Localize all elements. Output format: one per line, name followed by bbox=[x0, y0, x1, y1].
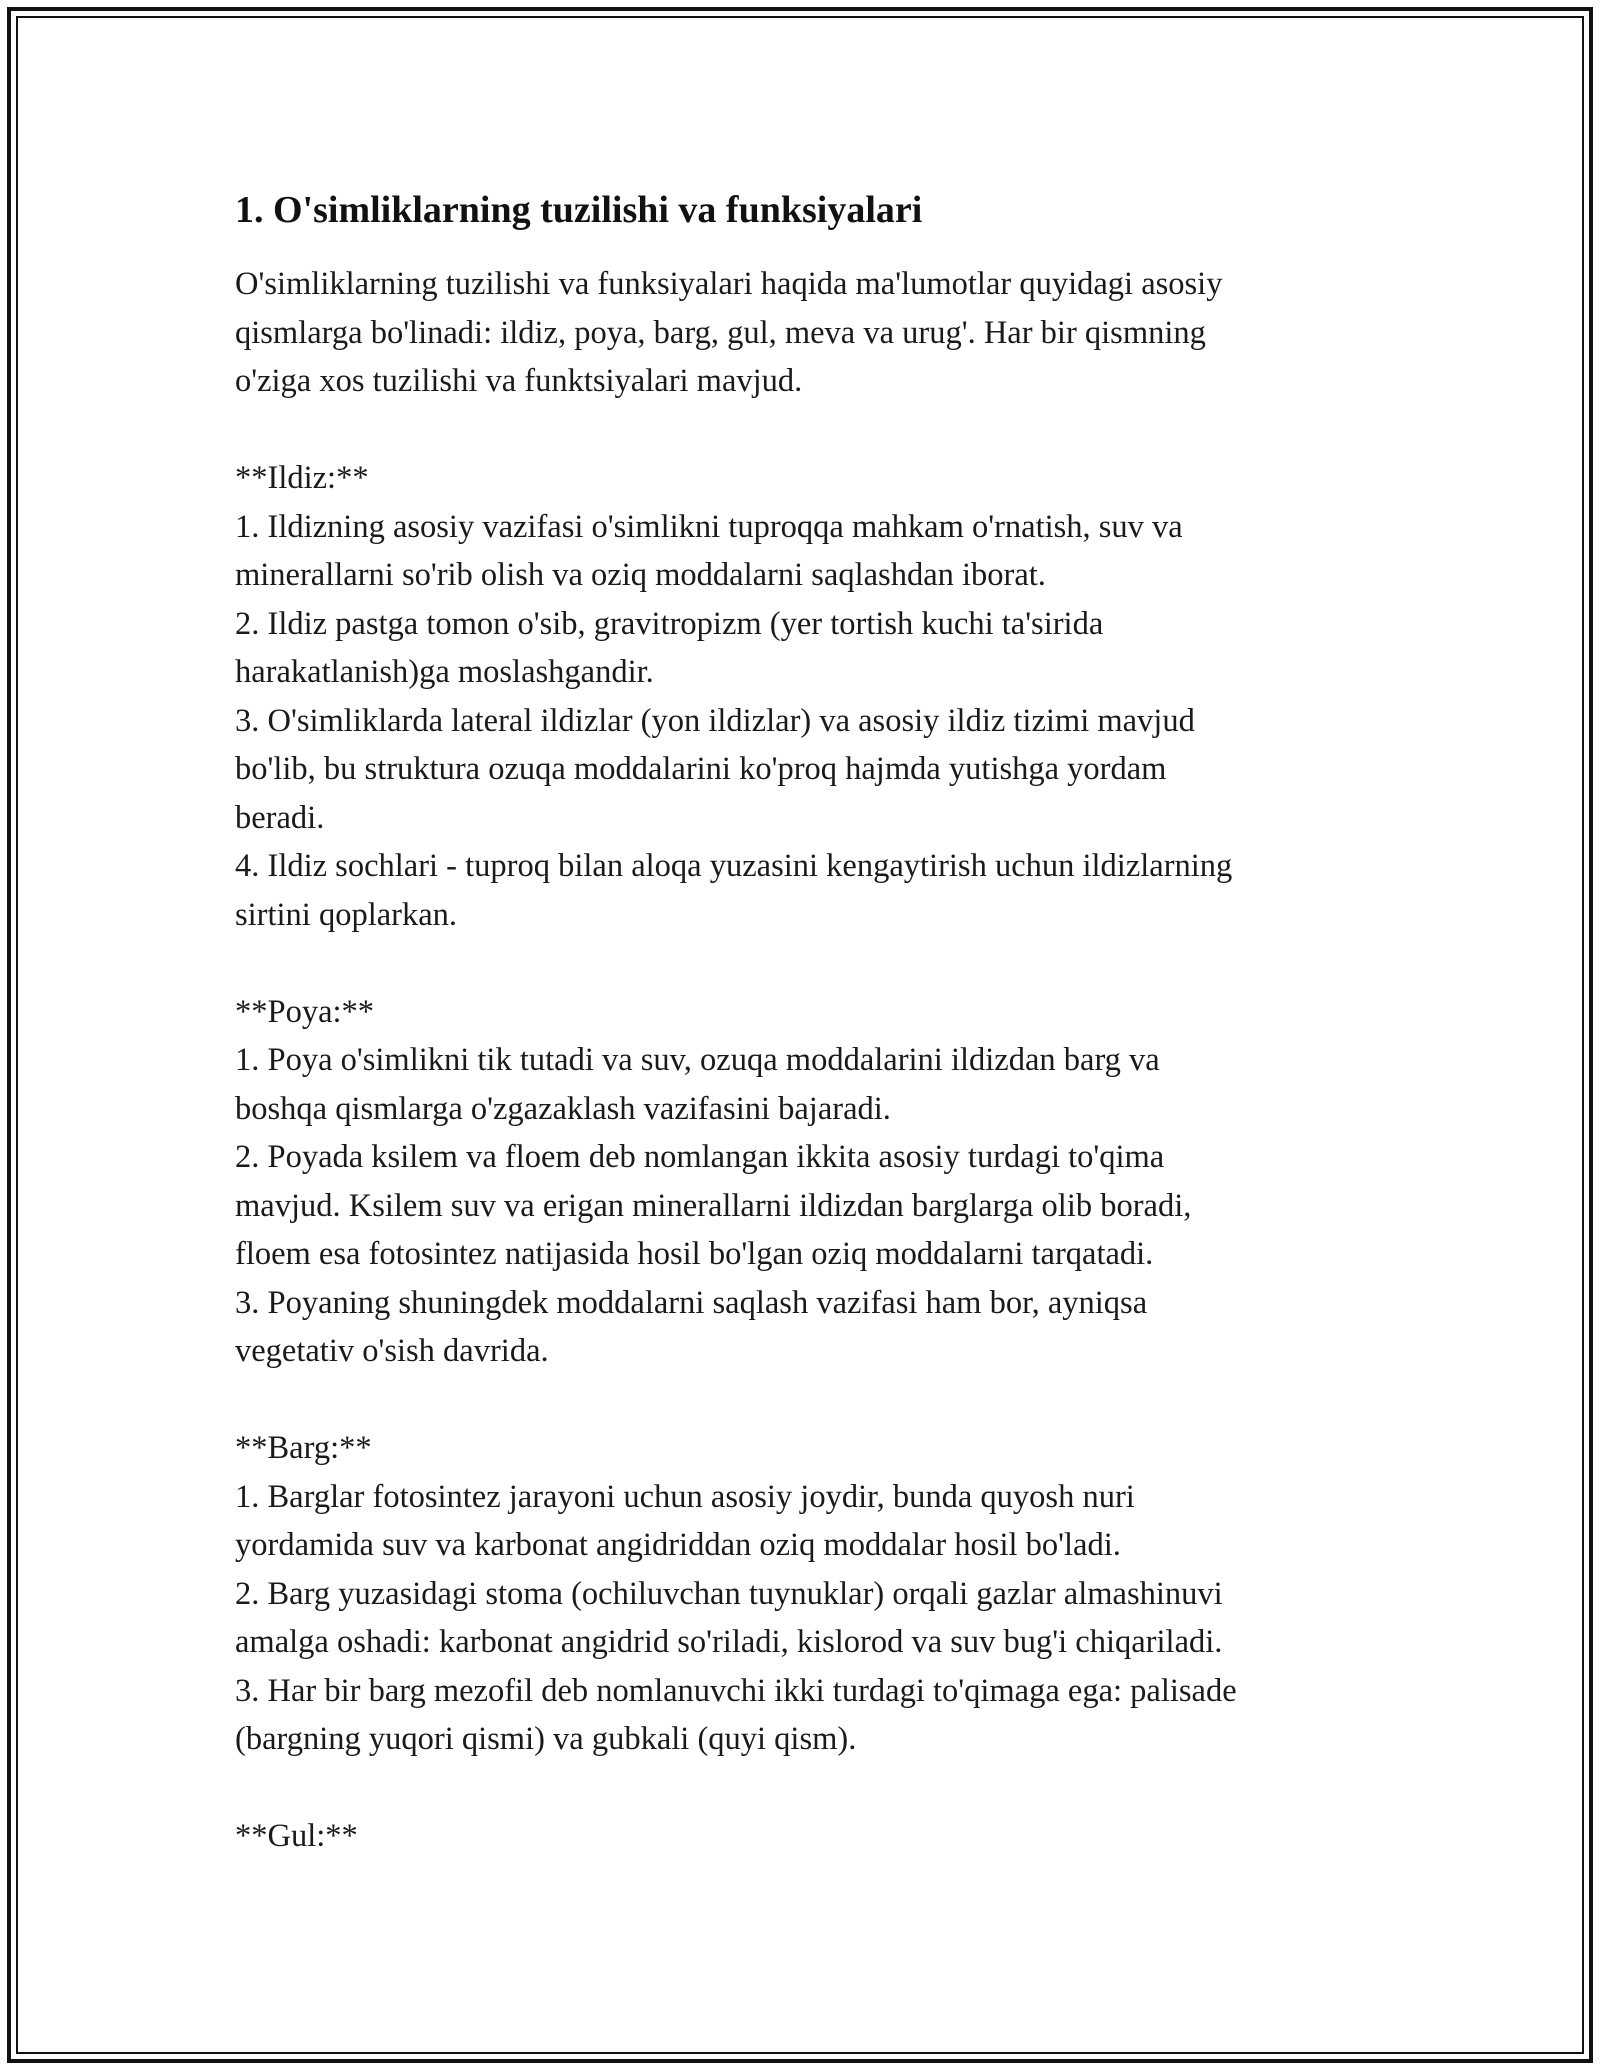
section-line: amalga oshadi: karbonat angidrid so'riladi, kislorod va suv bug'i chiqariladi. bbox=[235, 1624, 1223, 1660]
section-line: boshqa qismlarga o'zgazaklash vazifasini bajaradi. bbox=[235, 1090, 891, 1127]
section-header: **Ildiz:** bbox=[235, 460, 369, 496]
intro-paragraph bbox=[235, 260, 1375, 406]
section-line: 2. Barg yuzasidagi stoma (ochiluvchan tuynuklar) orqali gazlar almashinuvi bbox=[235, 1575, 1223, 1612]
section-line: 1. Poya o'simlikni tik tutadi va suv, ozuqa moddalarini ildizdan barg va bbox=[235, 1042, 1160, 1078]
paragraph-gap bbox=[235, 1376, 1375, 1425]
paragraph-gap bbox=[235, 939, 1375, 988]
section-header: **Gul:** bbox=[235, 1818, 358, 1854]
section-barg bbox=[235, 1424, 1375, 1764]
paragraph-gap bbox=[235, 406, 1375, 455]
section-line: 3. O'simliklarda lateral ildizlar (yon ildizlar) va asosiy ildiz tizimi mavjud bbox=[235, 702, 1195, 739]
section-line: sirtini qoplarkan. bbox=[235, 896, 458, 933]
section-header: **Poya:** bbox=[235, 993, 375, 1030]
section-line: 4. Ildiz sochlari - tuproq bilan aloqa yuzasini kengaytirish uchun ildizlarning bbox=[235, 848, 1233, 884]
section-line: bo'lib, bu struktura ozuqa moddalarini ko'proq hajmda yutishga yordam bbox=[235, 751, 1167, 787]
section-line: harakatlanish)ga moslashgandir. bbox=[235, 654, 654, 690]
section-line: 2. Poyada ksilem va floem deb nomlangan ikkita asosiy turdagi to'qima bbox=[235, 1139, 1165, 1175]
intro-line: o'ziga xos tuzilishi va funktsiyalari mavjud. bbox=[235, 363, 803, 399]
section-line: mavjud. Ksilem suv va erigan minerallarni ildizdan barglarga olib boradi, bbox=[235, 1187, 1192, 1224]
intro-line: qismlarga bo'linadi: ildiz, poya, barg, gul, meva va urug'. Har bir qismning bbox=[235, 314, 1206, 351]
section-poya bbox=[235, 988, 1375, 1376]
section-line: (bargning yuqori qismi) va gubkali (quyi qism). bbox=[235, 1721, 857, 1757]
intro-line: O'simliklarning tuzilishi va funksiyalari haqida ma'lumotlar quyidagi asosiy bbox=[235, 266, 1223, 302]
section-line: floem esa fotosintez natijasida hosil bo'lgan oziq moddalarni tarqatadi. bbox=[235, 1236, 1154, 1272]
section-header: **Barg:** bbox=[235, 1430, 372, 1466]
paragraph-gap bbox=[235, 1764, 1375, 1813]
section-line: 3. Har bir barg mezofil deb nomlanuvchi ikki turdagi to'qimaga ega: palisade bbox=[235, 1672, 1237, 1709]
section-line: beradi. bbox=[235, 799, 325, 836]
section-line: 3. Poyaning shuningdek moddalarni saqlash vazifasi ham bor, ayniqsa bbox=[235, 1284, 1148, 1321]
document-body bbox=[235, 186, 1375, 1861]
section-line: 1. Barglar fotosintez jarayoni uchun asosiy joydir, bunda quyosh nuri bbox=[235, 1478, 1135, 1515]
section-line: vegetativ o'sish davrida. bbox=[235, 1333, 549, 1369]
section-line: 2. Ildiz pastga tomon o'sib, gravitropizm (yer tortish kuchi ta'sirida bbox=[235, 605, 1104, 642]
section-line: minerallarni so'rib olish va oziq moddalarni saqlashdan iborat. bbox=[235, 557, 1046, 593]
section-ildiz bbox=[235, 454, 1375, 939]
section-gul bbox=[235, 1812, 1375, 1861]
section-line: yordamida suv va karbonat angidriddan oziq moddalar hosil bo'ladi. bbox=[235, 1527, 1121, 1563]
section-line: 1. Ildizning asosiy vazifasi o'simlikni tuproqqa mahkam o'rnatish, suv va bbox=[235, 508, 1183, 545]
document-title: 1. O'simliklarning tuzilishi va funksiyalari bbox=[235, 189, 923, 231]
